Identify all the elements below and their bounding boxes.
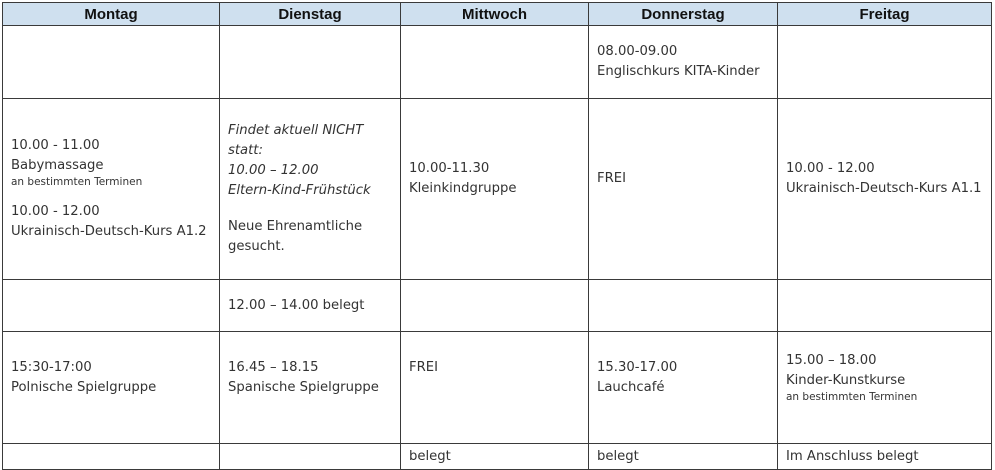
header-dienstag: Dienstag xyxy=(220,3,401,26)
status-text: belegt xyxy=(409,448,451,464)
notice-text: statt: xyxy=(228,143,263,158)
cell-montag-empty xyxy=(3,26,220,99)
header-mittwoch: Mittwoch xyxy=(401,3,589,26)
event-note: an bestimmten Terminen xyxy=(11,176,143,188)
cell-mittwoch-abend xyxy=(401,444,589,470)
cell-freitag-nachmittag xyxy=(778,332,992,444)
cell-dienstag-empty xyxy=(220,444,401,470)
cell-donnerstag-nachmittag xyxy=(589,332,778,444)
cell-montag-empty xyxy=(3,444,220,470)
status-text: Im Anschluss belegt xyxy=(786,448,919,464)
event-note: an bestimmten Terminen xyxy=(786,391,918,403)
cell-mittwoch-vormittag xyxy=(401,99,589,280)
cell-montag-empty xyxy=(3,280,220,332)
event-time: 16.45 – 18.15 xyxy=(228,359,319,375)
cell-montag-nachmittag xyxy=(3,332,220,444)
cell-freitag-empty xyxy=(778,26,992,99)
status-text: 12.00 – 14.00 belegt xyxy=(228,297,365,313)
status-text: FREI xyxy=(597,171,626,186)
cell-mittwoch-nachmittag xyxy=(401,332,589,444)
table-row xyxy=(3,444,992,470)
event-time: 10.00 - 11.00 xyxy=(11,138,100,153)
table-row xyxy=(3,332,992,444)
cell-freitag-empty xyxy=(778,280,992,332)
event-title: Kinder-Kunstkurse xyxy=(786,373,906,388)
volunteer-notice: gesucht. xyxy=(228,239,285,254)
table-row xyxy=(3,99,992,280)
cell-dienstag-nachmittag xyxy=(220,332,401,444)
cell-dienstag-mittag xyxy=(220,280,401,332)
event-time: 15.00 – 18.00 xyxy=(786,353,877,368)
event-time: 10.00 - 12.00 xyxy=(786,161,875,176)
event-title: Babymassage xyxy=(11,158,104,173)
cell-freitag-abend xyxy=(778,444,992,470)
cell-dienstag-empty xyxy=(220,26,401,99)
event-time: 08.00-09.00 xyxy=(597,44,678,59)
cell-donnerstag-empty xyxy=(589,280,778,332)
header-row xyxy=(3,3,992,26)
cell-mittwoch-empty xyxy=(401,26,589,99)
event-time: 10.00 - 12.00 xyxy=(11,204,100,219)
header-freitag: Freitag xyxy=(778,3,992,26)
cell-donnerstag-abend xyxy=(589,444,778,470)
header-montag: Montag xyxy=(3,3,220,26)
event-title: Lauchcafé xyxy=(597,379,665,395)
event-title: Ukrainisch-Deutsch-Kurs A1.1 xyxy=(786,181,982,196)
event-title: Eltern-Kind-Frühstück xyxy=(228,183,371,198)
event-time: 15.30-17.00 xyxy=(597,359,678,375)
event-title: Spanische Spielgruppe xyxy=(228,379,379,395)
event-time: 10.00 – 12.00 xyxy=(228,163,319,178)
cell-donnerstag-vormittag xyxy=(589,99,778,280)
cell-montag-vormittag xyxy=(3,99,220,280)
event-time: 10.00-11.30 xyxy=(409,161,490,176)
weekly-schedule-table xyxy=(2,2,992,470)
cell-donnerstag-englischkurs xyxy=(589,26,778,99)
status-text: belegt xyxy=(597,448,639,464)
event-title: Polnische Spielgruppe xyxy=(11,379,157,395)
cell-freitag-vormittag xyxy=(778,99,992,280)
table-row xyxy=(3,26,992,99)
cell-mittwoch-empty xyxy=(401,280,589,332)
event-title: Kleinkindgruppe xyxy=(409,181,517,196)
event-title: Englischkurs KITA-Kinder xyxy=(597,64,760,79)
cell-dienstag-vormittag xyxy=(220,99,401,280)
event-title: Ukrainisch-Deutsch-Kurs A1.2 xyxy=(11,224,207,239)
header-donnerstag: Donnerstag xyxy=(589,3,778,26)
status-text: FREI xyxy=(409,359,438,375)
event-time: 15:30-17:00 xyxy=(11,359,92,375)
table-row xyxy=(3,280,992,332)
notice-text: Findet aktuell NICHT xyxy=(228,123,364,138)
volunteer-notice: Neue Ehrenamtliche xyxy=(228,219,363,234)
